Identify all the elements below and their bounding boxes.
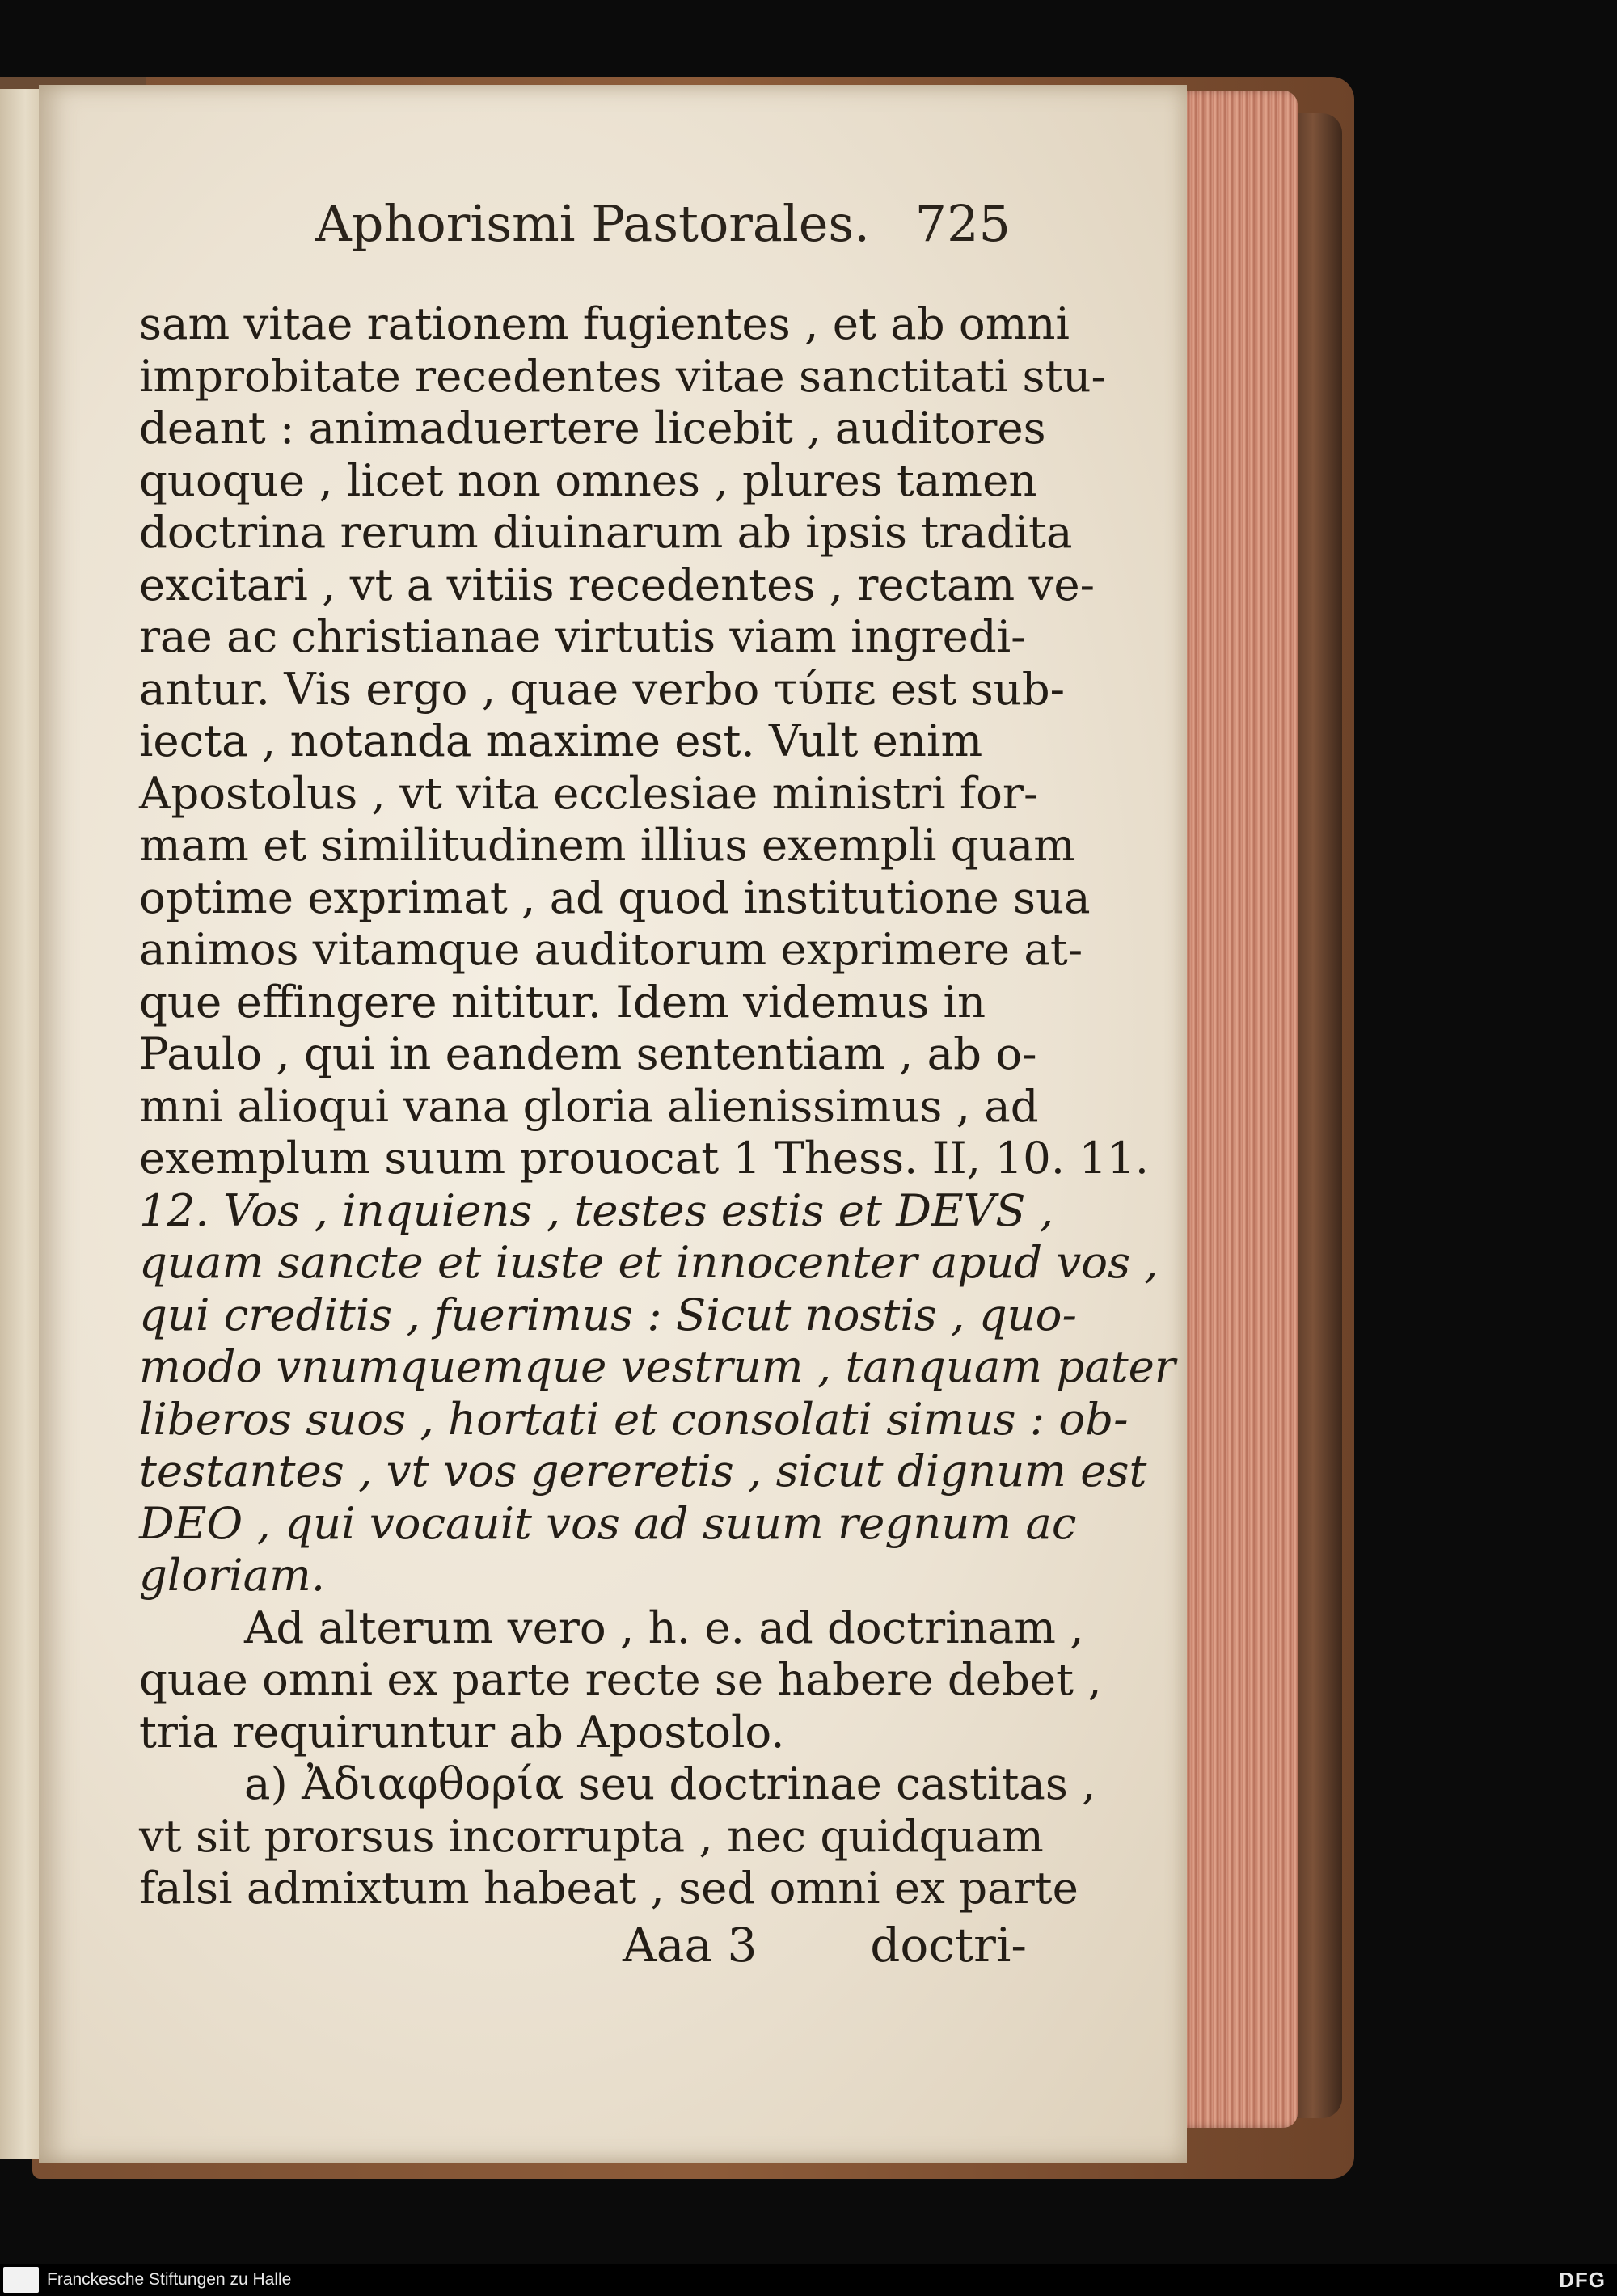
text-line: rae ac christianae virtutis viam ingredi-	[139, 610, 1026, 662]
signature-mark: Aaa 3	[623, 1918, 758, 1973]
text-line: iecta , notanda maxime est. Vult enim	[139, 715, 983, 766]
text-line: Ad alterum vero , h. e. ad doctrinam ,	[244, 1601, 1084, 1653]
page-number: 725	[914, 194, 1011, 253]
text-line: modo vnumquemque vestrum , tanquam pater	[139, 1340, 1176, 1392]
page-fore-edge	[1176, 91, 1298, 2128]
text-line: quae omni ex parte recte se habere debet ,	[139, 1653, 1102, 1705]
text-line: tria requiruntur ab Apostolo.	[139, 1705, 785, 1758]
text-line: excitari , vt a vitiis recedentes , rectam ve-	[139, 558, 1095, 610]
text-line: doctrina rerum diuinarum ab ipsis tradita	[139, 506, 1073, 558]
text-line: liberos suos , hortati et consolati simus : ob-	[139, 1392, 1129, 1445]
cover-edge	[1294, 113, 1342, 2118]
text-line: gloriam.	[139, 1549, 326, 1601]
text-line: vt sit prorsus incorrupta , nec quidquam	[139, 1809, 1044, 1862]
text-line: mam et similitudinem illius exempli quam	[139, 819, 1075, 871]
left-page-edge	[0, 89, 42, 2159]
text-line: qui creditis , fuerimus : Sicut nostis , quo-	[139, 1288, 1077, 1340]
text-line: improbitate recedentes vitae sanctitati stu-	[139, 349, 1106, 402]
text-line: quoque , licet non omnes , plures tamen	[139, 454, 1037, 506]
running-header	[315, 194, 1011, 267]
text-line: optime exprimat , ad quod institutione sua	[139, 871, 1091, 923]
text-line: exemplum suum prouocat 1 Thess. II, 10. 11.	[139, 1132, 1150, 1184]
text-line: antur. Vis ergo , quae verbo τύπε est sub-	[139, 662, 1066, 715]
text-line: animos vitamque auditorum exprimere at-	[139, 923, 1083, 975]
dfg-logo: DFG	[1559, 2268, 1606, 2292]
text-line: falsi admixtum habeat , sed omni ex parte	[139, 1862, 1079, 1914]
text-line: deant : animaduertere licebit , auditores	[139, 402, 1046, 454]
text-line: que effingere nititur. Idem videmus in	[139, 975, 986, 1028]
text-line: mni alioqui vana gloria alienissimus , ad	[139, 1079, 1039, 1132]
running-title: Aphorismi Pastorales.	[315, 194, 870, 253]
page-text	[139, 298, 1176, 1914]
text-line: a) Ἀδιαφθορία seu doctrinae castitas ,	[244, 1758, 1096, 1809]
text-line: 12. Vos , inquiens , testes estis et DEVS ,	[139, 1184, 1054, 1236]
text-line: testantes , vt vos gereretis , sicut dignum est	[139, 1445, 1147, 1496]
text-line: DEO , qui vocauit vos ad suum regnum ac	[139, 1496, 1077, 1549]
text-line: Apostolus , vt vita ecclesiae ministri for-	[139, 766, 1039, 819]
text-line: quam sancte et iuste et innocenter apud vos ,	[139, 1236, 1159, 1288]
library-logo-icon	[3, 2267, 39, 2293]
text-line: Paulo , qui in eandem sententiam , ab o-	[139, 1028, 1037, 1079]
text-line: sam vitae rationem fugientes , et ab omni	[139, 298, 1070, 349]
library-name: Franckesche Stiftungen zu Halle	[47, 2270, 292, 2289]
catchword: doctri-	[870, 1918, 1027, 1973]
footer-bar	[0, 2264, 1617, 2296]
